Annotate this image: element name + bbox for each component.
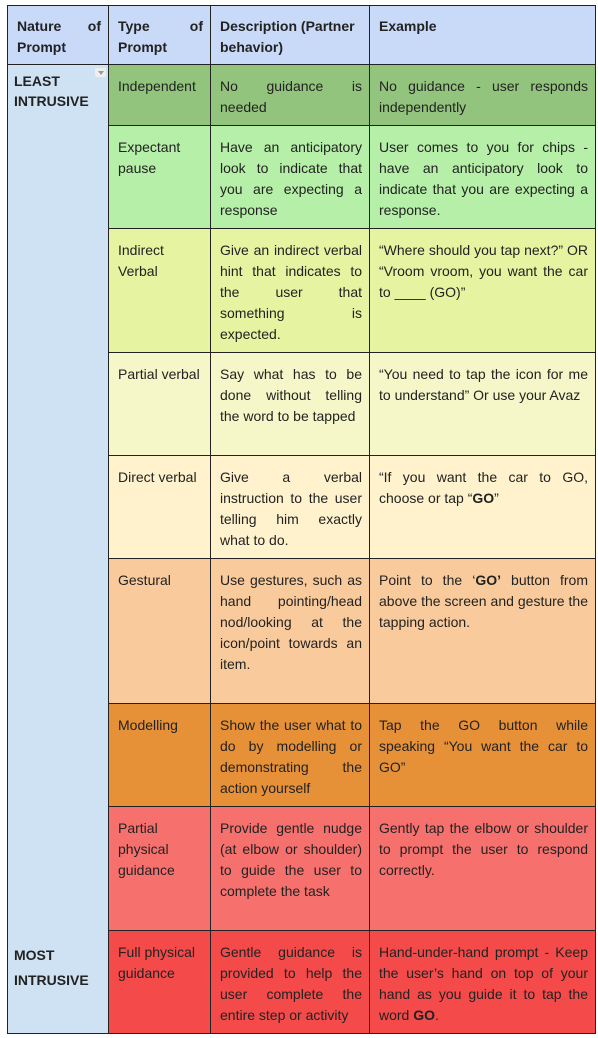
- example-text: .: [435, 1007, 439, 1023]
- prompt-type-cell: Partial verbal: [109, 353, 211, 456]
- nature-column: [8, 65, 109, 1034]
- example-text: ”: [494, 490, 499, 506]
- header-type: Type of Prompt: [109, 6, 211, 65]
- table-row: [8, 65, 596, 126]
- example-bold-word: GO’: [475, 572, 501, 588]
- prompt-type-cell: Expectant pause: [109, 126, 211, 229]
- example-cell: User comes to you for chips - have an anticipatory look to indicate that you are expecting a response.: [370, 126, 596, 229]
- description-cell: Use gestures, such as hand pointing/head nod/looking at the icon/point towards an item.: [211, 559, 370, 704]
- prompt-type-cell: Gestural: [109, 559, 211, 704]
- example-cell: No guidance - user responds independently: [370, 65, 596, 126]
- least-intrusive-label: LEAST INTRUSIVE: [14, 73, 89, 109]
- description-cell: Show the user what to do by modelling or demonstrating the action yourself: [211, 704, 370, 807]
- example-cell: [370, 931, 596, 1034]
- example-text: Point to the ‘: [379, 572, 476, 588]
- prompt-type-cell: Independent: [109, 65, 211, 126]
- description-cell: Have an anticipatory look to indicate that you are expecting a response: [211, 126, 370, 229]
- most-intrusive-label: MOST INTRUSIVE: [14, 947, 89, 988]
- description-cell: Give an indirect verbal hint that indicates to the user that something is expected.: [211, 229, 370, 353]
- description-cell: Provide gentle nudge (at elbow or shoulder) to guide the user to complete the task: [211, 807, 370, 931]
- description-cell: Say what has to be done without telling the word to be tapped: [211, 353, 370, 456]
- description-cell: Give a verbal instruction to the user telling him exactly what to do.: [211, 456, 370, 559]
- example-cell: “You need to tap the icon for me to understand” Or use your Avaz: [370, 353, 596, 456]
- description-cell: Gentle guidance is provided to help the user complete the entire step or activity: [211, 931, 370, 1034]
- prompt-type-cell: Partial physical guidance: [109, 807, 211, 931]
- header-nature: Nature of Prompt: [8, 6, 109, 65]
- example-cell: [370, 559, 596, 704]
- example-cell: Tap the GO button while speaking “You want the car to GO”: [370, 704, 596, 807]
- prompt-hierarchy-table: [7, 5, 596, 1034]
- example-bold-word: GO: [413, 1007, 436, 1023]
- header-description: Description (Partner behavior): [211, 6, 370, 65]
- example-cell: [370, 456, 596, 559]
- prompt-type-cell: Full physical guidance: [109, 931, 211, 1034]
- example-bold-word: GO: [472, 490, 495, 506]
- header-row: [8, 6, 596, 65]
- prompt-type-cell: Modelling: [109, 704, 211, 807]
- example-text: Hand-under-hand prompt - Keep the user’s hand on top of your hand as you guide it to tap the word: [379, 944, 588, 1023]
- example-text: “If you want the car to GO, choose or tap “: [379, 469, 588, 506]
- example-cell: Gently tap the elbow or shoulder to prompt the user to respond correctly.: [370, 807, 596, 931]
- example-cell: “Where should you tap next?” OR “Vroom vroom, you want the car to ____ (GO)”: [370, 229, 596, 353]
- description-cell: No guidance is needed: [211, 65, 370, 126]
- header-example: Example: [370, 6, 596, 65]
- filter-dropdown-icon[interactable]: [95, 68, 106, 77]
- prompt-type-cell: Indirect Verbal: [109, 229, 211, 353]
- prompt-type-cell: Direct verbal: [109, 456, 211, 559]
- example-text: button from above the screen and gesture the tapping action.: [379, 572, 589, 630]
